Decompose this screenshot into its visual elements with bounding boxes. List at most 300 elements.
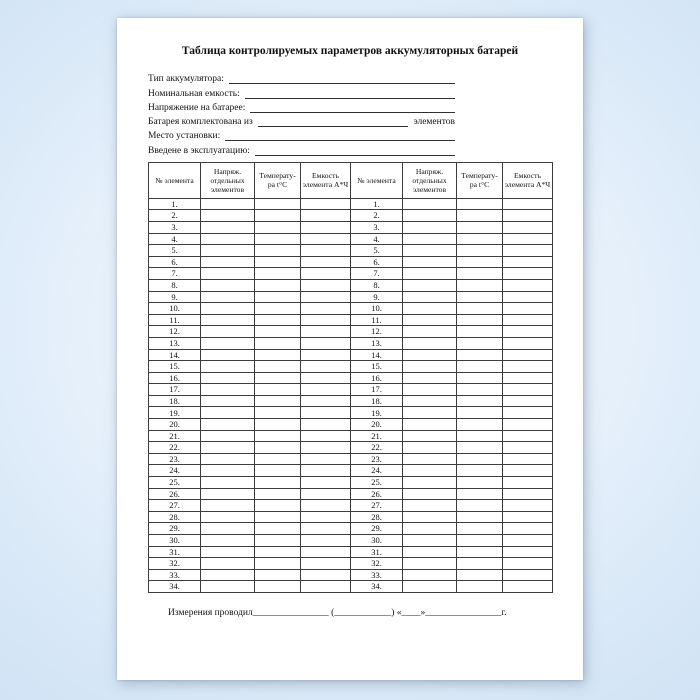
empty-cell (457, 569, 503, 581)
column-header: № элемента (351, 162, 403, 198)
document-title: Таблица контролируемых параметров аккумуляторных батарей (181, 45, 519, 57)
empty-cell (503, 477, 553, 489)
fill-in-line (245, 98, 455, 99)
empty-cell (201, 407, 255, 419)
empty-cell (255, 221, 301, 233)
empty-cell (503, 245, 553, 257)
document-page (117, 18, 583, 680)
row-number-cell: 13. (149, 337, 201, 349)
empty-cell (255, 268, 301, 280)
empty-cell (403, 453, 457, 465)
empty-cell (255, 442, 301, 454)
empty-cell (503, 395, 553, 407)
empty-cell (301, 430, 351, 442)
row-number-cell: 11. (351, 314, 403, 326)
empty-cell (403, 303, 457, 315)
row-number-cell: 19. (149, 407, 201, 419)
empty-cell (255, 198, 301, 210)
empty-cell (255, 407, 301, 419)
row-number-cell: 34. (149, 581, 201, 593)
empty-cell (503, 442, 553, 454)
table-row (149, 361, 553, 373)
table-row (149, 500, 553, 512)
column-header: Напряж. отдельных элементов (201, 162, 255, 198)
row-number-cell: 26. (149, 488, 201, 500)
empty-cell (255, 488, 301, 500)
row-number-cell: 29. (351, 523, 403, 535)
empty-cell (255, 511, 301, 523)
empty-cell (457, 395, 503, 407)
empty-cell (201, 256, 255, 268)
empty-cell (403, 558, 457, 570)
form-field-label: Место установки: (148, 131, 221, 142)
empty-cell (301, 581, 351, 593)
empty-cell (457, 361, 503, 373)
table-row (149, 245, 553, 257)
empty-cell (255, 465, 301, 477)
table-row (149, 303, 553, 315)
empty-cell (201, 279, 255, 291)
empty-cell (201, 465, 255, 477)
empty-cell (403, 442, 457, 454)
row-number-cell: 11. (149, 314, 201, 326)
empty-cell (457, 511, 503, 523)
row-number-cell: 18. (149, 395, 201, 407)
empty-cell (301, 210, 351, 222)
empty-cell (201, 245, 255, 257)
row-number-cell: 20. (149, 419, 201, 431)
empty-cell (301, 303, 351, 315)
empty-cell (503, 430, 553, 442)
empty-cell (255, 361, 301, 373)
table-row (149, 326, 553, 338)
empty-cell (503, 569, 553, 581)
empty-cell (503, 500, 553, 512)
empty-cell (301, 372, 351, 384)
row-number-cell: 26. (351, 488, 403, 500)
empty-cell (457, 384, 503, 396)
empty-cell (301, 500, 351, 512)
empty-cell (301, 314, 351, 326)
empty-cell (255, 535, 301, 547)
row-number-cell: 30. (351, 535, 403, 547)
row-number-cell: 17. (351, 384, 403, 396)
form-field-row (148, 142, 455, 156)
table-header-row (149, 162, 553, 198)
row-number-cell: 7. (351, 268, 403, 280)
empty-cell (457, 465, 503, 477)
empty-cell (301, 546, 351, 558)
empty-cell (301, 256, 351, 268)
row-number-cell: 31. (149, 546, 201, 558)
row-number-cell: 12. (351, 326, 403, 338)
empty-cell (457, 221, 503, 233)
empty-cell (457, 546, 503, 558)
empty-cell (403, 326, 457, 338)
row-number-cell: 24. (351, 465, 403, 477)
empty-cell (503, 384, 553, 396)
empty-cell (201, 581, 255, 593)
parameters-table (148, 162, 553, 593)
empty-cell (403, 419, 457, 431)
empty-cell (201, 314, 255, 326)
empty-cell (457, 337, 503, 349)
row-number-cell: 17. (149, 384, 201, 396)
empty-cell (255, 523, 301, 535)
table-row (149, 314, 553, 326)
empty-cell (301, 465, 351, 477)
empty-cell (201, 337, 255, 349)
empty-cell (457, 477, 503, 489)
form-field-row (148, 85, 455, 99)
row-number-cell: 28. (149, 511, 201, 523)
empty-cell (255, 569, 301, 581)
table-row (149, 407, 553, 419)
row-number-cell: 15. (351, 361, 403, 373)
table-row (149, 442, 553, 454)
table-row (149, 268, 553, 280)
empty-cell (457, 291, 503, 303)
row-number-cell: 8. (351, 279, 403, 291)
row-number-cell: 1. (351, 198, 403, 210)
row-number-cell: 6. (351, 256, 403, 268)
empty-cell (403, 349, 457, 361)
empty-cell (503, 349, 553, 361)
empty-cell (403, 546, 457, 558)
empty-cell (503, 407, 553, 419)
empty-cell (255, 337, 301, 349)
empty-cell (255, 453, 301, 465)
empty-cell (503, 210, 553, 222)
empty-cell (301, 569, 351, 581)
empty-cell (403, 500, 457, 512)
empty-cell (255, 419, 301, 431)
form-field-label: Номинальная емкость: (148, 88, 240, 99)
empty-cell (255, 326, 301, 338)
row-number-cell: 30. (149, 535, 201, 547)
empty-cell (403, 198, 457, 210)
empty-cell (201, 210, 255, 222)
empty-cell (201, 419, 255, 431)
table-row (149, 291, 553, 303)
row-number-cell: 19. (351, 407, 403, 419)
row-number-cell: 16. (351, 372, 403, 384)
row-number-cell: 8. (149, 279, 201, 291)
empty-cell (201, 442, 255, 454)
empty-cell (503, 511, 553, 523)
table-row (149, 569, 553, 581)
empty-cell (301, 535, 351, 547)
form-field-label: Введене в эксплуатацию: (148, 145, 250, 156)
empty-cell (503, 198, 553, 210)
empty-cell (403, 511, 457, 523)
empty-cell (457, 488, 503, 500)
column-header: Напряж. отдельных элементов (403, 162, 457, 198)
empty-cell (201, 500, 255, 512)
empty-cell (503, 256, 553, 268)
empty-cell (403, 407, 457, 419)
table-row (149, 395, 553, 407)
empty-cell (503, 488, 553, 500)
empty-cell (255, 314, 301, 326)
empty-cell (403, 245, 457, 257)
empty-cell (301, 361, 351, 373)
empty-cell (301, 233, 351, 245)
empty-cell (457, 303, 503, 315)
empty-cell (301, 488, 351, 500)
empty-cell (457, 535, 503, 547)
empty-cell (403, 268, 457, 280)
row-number-cell: 10. (351, 303, 403, 315)
empty-cell (503, 337, 553, 349)
empty-cell (457, 314, 503, 326)
empty-cell (457, 279, 503, 291)
empty-cell (255, 349, 301, 361)
empty-cell (201, 221, 255, 233)
empty-cell (403, 477, 457, 489)
empty-cell (301, 395, 351, 407)
empty-cell (201, 569, 255, 581)
empty-cell (201, 430, 255, 442)
empty-cell (403, 314, 457, 326)
table-row (149, 535, 553, 547)
row-number-cell: 2. (351, 210, 403, 222)
form-field-row (148, 71, 455, 85)
empty-cell (457, 372, 503, 384)
row-number-cell: 14. (351, 349, 403, 361)
row-number-cell: 22. (149, 442, 201, 454)
row-number-cell: 33. (149, 569, 201, 581)
row-number-cell: 22. (351, 442, 403, 454)
empty-cell (201, 511, 255, 523)
row-number-cell: 32. (149, 558, 201, 570)
form-field-label: Батарея комплектована из (148, 117, 253, 128)
table-row (149, 581, 553, 593)
row-number-cell: 34. (351, 581, 403, 593)
empty-cell (457, 558, 503, 570)
row-number-cell: 27. (351, 500, 403, 512)
row-number-cell: 1. (149, 198, 201, 210)
empty-cell (503, 279, 553, 291)
empty-cell (201, 488, 255, 500)
column-header: Емкость элемента А*Ч (301, 162, 351, 198)
empty-cell (403, 291, 457, 303)
empty-cell (201, 395, 255, 407)
empty-cell (503, 581, 553, 593)
empty-cell (503, 291, 553, 303)
row-number-cell: 3. (149, 221, 201, 233)
empty-cell (201, 198, 255, 210)
empty-cell (457, 245, 503, 257)
table-row (149, 337, 553, 349)
fill-in-line (229, 83, 455, 84)
form-field-label: Тип аккумулятора: (148, 74, 224, 85)
row-number-cell: 3. (351, 221, 403, 233)
row-number-cell: 28. (351, 511, 403, 523)
row-number-cell: 9. (149, 291, 201, 303)
empty-cell (201, 303, 255, 315)
empty-cell (403, 256, 457, 268)
empty-cell (503, 233, 553, 245)
empty-cell (255, 581, 301, 593)
empty-cell (255, 395, 301, 407)
empty-cell (457, 256, 503, 268)
empty-cell (503, 523, 553, 535)
empty-cell (503, 303, 553, 315)
empty-cell (201, 558, 255, 570)
column-header: № элемента (149, 162, 201, 198)
empty-cell (457, 198, 503, 210)
empty-cell (201, 523, 255, 535)
row-number-cell: 10. (149, 303, 201, 315)
table-row (149, 198, 553, 210)
fill-in-line (250, 112, 455, 113)
empty-cell (503, 419, 553, 431)
empty-cell (255, 477, 301, 489)
empty-cell (201, 233, 255, 245)
empty-cell (301, 442, 351, 454)
empty-cell (403, 465, 457, 477)
form-field-row (148, 114, 455, 128)
empty-cell (201, 477, 255, 489)
row-number-cell: 7. (149, 268, 201, 280)
row-number-cell: 4. (351, 233, 403, 245)
empty-cell (457, 523, 503, 535)
row-number-cell: 5. (351, 245, 403, 257)
row-number-cell: 16. (149, 372, 201, 384)
empty-cell (201, 546, 255, 558)
empty-cell (301, 337, 351, 349)
form-fields (148, 71, 455, 157)
table-row (149, 430, 553, 442)
empty-cell (403, 523, 457, 535)
empty-cell (255, 430, 301, 442)
table-row (149, 453, 553, 465)
row-number-cell: 5. (149, 245, 201, 257)
row-number-cell: 25. (351, 477, 403, 489)
empty-cell (201, 384, 255, 396)
row-number-cell: 13. (351, 337, 403, 349)
row-number-cell: 14. (149, 349, 201, 361)
empty-cell (201, 372, 255, 384)
empty-cell (301, 558, 351, 570)
empty-cell (503, 372, 553, 384)
table-row (149, 546, 553, 558)
empty-cell (457, 419, 503, 431)
empty-cell (457, 233, 503, 245)
table-row (149, 465, 553, 477)
table-row (149, 558, 553, 570)
empty-cell (255, 303, 301, 315)
empty-cell (403, 279, 457, 291)
table-row (149, 221, 553, 233)
empty-cell (457, 268, 503, 280)
empty-cell (255, 279, 301, 291)
empty-cell (301, 349, 351, 361)
fill-in-line (255, 155, 455, 156)
empty-cell (301, 245, 351, 257)
row-number-cell: 2. (149, 210, 201, 222)
empty-cell (301, 279, 351, 291)
row-number-cell: 4. (149, 233, 201, 245)
row-number-cell: 25. (149, 477, 201, 489)
table-row (149, 372, 553, 384)
empty-cell (301, 477, 351, 489)
empty-cell (457, 453, 503, 465)
fill-in-line (225, 140, 455, 141)
empty-cell (457, 210, 503, 222)
form-field-label: Напряжение на батарее: (148, 102, 246, 113)
empty-cell (255, 245, 301, 257)
column-header: Температу-ра t°С (457, 162, 503, 198)
row-number-cell: 9. (351, 291, 403, 303)
empty-cell (503, 546, 553, 558)
empty-cell (457, 500, 503, 512)
empty-cell (503, 314, 553, 326)
table-body (149, 198, 553, 592)
row-number-cell: 21. (351, 430, 403, 442)
empty-cell (457, 442, 503, 454)
empty-cell (201, 268, 255, 280)
row-number-cell: 32. (351, 558, 403, 570)
form-field-row (148, 100, 455, 114)
empty-cell (255, 546, 301, 558)
empty-cell (301, 326, 351, 338)
row-number-cell: 20. (351, 419, 403, 431)
empty-cell (403, 221, 457, 233)
empty-cell (503, 221, 553, 233)
empty-cell (301, 407, 351, 419)
empty-cell (403, 395, 457, 407)
empty-cell (301, 198, 351, 210)
empty-cell (201, 349, 255, 361)
empty-cell (457, 581, 503, 593)
empty-cell (457, 407, 503, 419)
table-row (149, 511, 553, 523)
empty-cell (201, 453, 255, 465)
empty-cell (255, 384, 301, 396)
row-number-cell: 27. (149, 500, 201, 512)
empty-cell (403, 337, 457, 349)
table-row (149, 233, 553, 245)
empty-cell (503, 535, 553, 547)
table-row (149, 210, 553, 222)
table-row (149, 523, 553, 535)
fill-in-line (258, 126, 408, 127)
empty-cell (403, 535, 457, 547)
empty-cell (301, 221, 351, 233)
empty-cell (503, 453, 553, 465)
row-number-cell: 12. (149, 326, 201, 338)
table-row (149, 477, 553, 489)
empty-cell (201, 291, 255, 303)
row-number-cell: 33. (351, 569, 403, 581)
empty-cell (503, 465, 553, 477)
empty-cell (301, 268, 351, 280)
empty-cell (255, 558, 301, 570)
empty-cell (301, 419, 351, 431)
empty-cell (255, 291, 301, 303)
row-number-cell: 24. (149, 465, 201, 477)
empty-cell (457, 349, 503, 361)
empty-cell (457, 430, 503, 442)
form-field-row (148, 128, 455, 142)
table-row (149, 279, 553, 291)
row-number-cell: 31. (351, 546, 403, 558)
row-number-cell: 18. (351, 395, 403, 407)
empty-cell (403, 430, 457, 442)
empty-cell (255, 256, 301, 268)
